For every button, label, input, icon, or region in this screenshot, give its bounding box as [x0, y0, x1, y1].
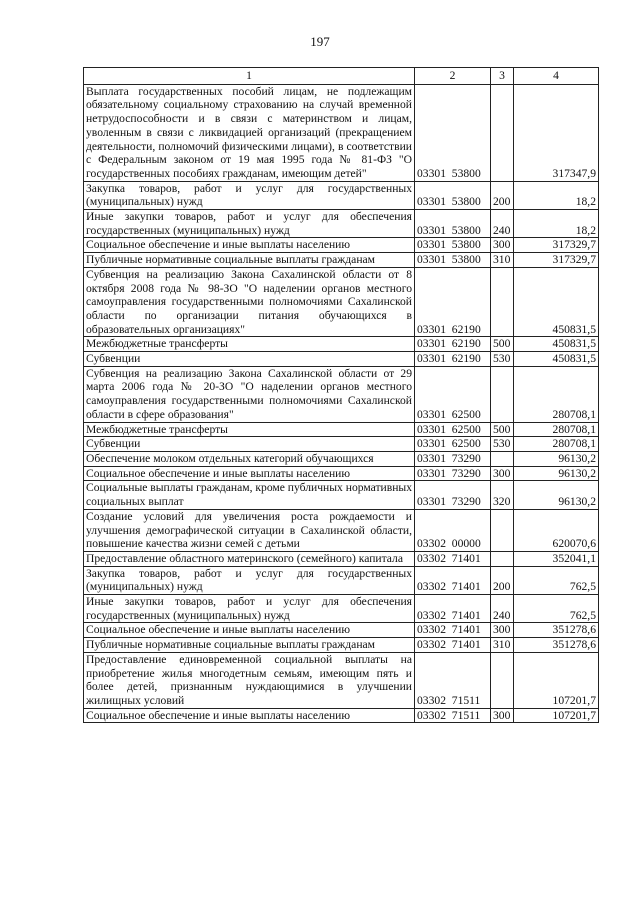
row-name-cell: Межбюджетные трансферты	[84, 422, 415, 437]
column-header-1: 1	[84, 68, 415, 85]
budget-table	[83, 67, 599, 723]
row-amount-cell: 280708,1	[514, 422, 599, 437]
row-amount-cell: 450831,5	[514, 337, 599, 352]
row-code-cell: 03302 71401	[415, 638, 491, 653]
row-amount-cell: 762,5	[514, 566, 599, 594]
row-amount-cell: 107201,7	[514, 652, 599, 708]
row-name-cell: Публичные нормативные социальные выплаты гражданам	[84, 253, 415, 268]
table-row	[84, 366, 599, 422]
header-row	[84, 68, 599, 85]
row-amount-cell: 280708,1	[514, 437, 599, 452]
row-code-cell: 03301 53800	[415, 84, 491, 181]
row-expense-type-cell: 240	[491, 595, 514, 623]
row-name-cell: Предоставление единовременной социальной выплаты на приобретение жилья многодетным семьям, имеющим пять и более детей, признанным нуждающимися в улучшении жилищных условий	[84, 652, 415, 708]
row-expense-type-cell: 530	[491, 352, 514, 367]
row-expense-type-cell	[491, 509, 514, 551]
row-name-cell: Предоставление областного материнского (семейного) капитала	[84, 551, 415, 566]
row-expense-type-cell	[491, 267, 514, 337]
table-row	[84, 352, 599, 367]
row-expense-type-cell: 530	[491, 437, 514, 452]
row-code-cell: 03301 53800	[415, 238, 491, 253]
row-name-cell: Субвенция на реализацию Закона Сахалинской области от 29 марта 2006 года № 20-ЗО "О наделении органов местного самоуправления государственными полномочиями Сахалинской области в сфере образования"	[84, 366, 415, 422]
row-code-cell: 03301 53800	[415, 253, 491, 268]
row-code-cell: 03302 71511	[415, 652, 491, 708]
row-name-cell: Закупка товаров, работ и услуг для государственных (муниципальных) нужд	[84, 566, 415, 594]
row-expense-type-cell	[491, 84, 514, 181]
table-row	[84, 210, 599, 238]
table-row	[84, 181, 599, 209]
row-name-cell: Иные закупки товаров, работ и услуг для обеспечения государственных (муниципальных) нужд	[84, 210, 415, 238]
table-row	[84, 595, 599, 623]
row-name-cell: Межбюджетные трансферты	[84, 337, 415, 352]
row-code-cell: 03302 71511	[415, 708, 491, 723]
row-expense-type-cell: 500	[491, 422, 514, 437]
table-row	[84, 638, 599, 653]
table-row	[84, 466, 599, 481]
table-header	[84, 68, 599, 85]
row-amount-cell: 351278,6	[514, 638, 599, 653]
row-amount-cell: 18,2	[514, 210, 599, 238]
row-expense-type-cell: 500	[491, 337, 514, 352]
row-amount-cell: 317347,9	[514, 84, 599, 181]
row-name-cell: Иные закупки товаров, работ и услуг для обеспечения государственных (муниципальных) нужд	[84, 595, 415, 623]
row-amount-cell: 351278,6	[514, 623, 599, 638]
table-row	[84, 652, 599, 708]
row-name-cell: Закупка товаров, работ и услуг для государственных (муниципальных) нужд	[84, 181, 415, 209]
row-name-cell: Выплата государственных пособий лицам, не подлежащим обязательному социальному страхованию на случай временной нетрудоспособности и в связи с материнством и лицам, уволенным в связи с ликвидацией организаций (прекращением деятельности, полномочий физическими лицами), в соответствии с Федеральным законом от 19 мая 1995 года № 81-ФЗ "О государственных пособиях гражданам, имеющим детей"	[84, 84, 415, 181]
row-name-cell: Социальные выплаты гражданам, кроме публичных нормативных социальных выплат	[84, 481, 415, 509]
row-amount-cell: 317329,7	[514, 253, 599, 268]
row-amount-cell: 352041,1	[514, 551, 599, 566]
row-amount-cell: 18,2	[514, 181, 599, 209]
row-code-cell: 03301 62190	[415, 337, 491, 352]
row-expense-type-cell: 310	[491, 638, 514, 653]
table-row	[84, 708, 599, 723]
table-row	[84, 337, 599, 352]
row-name-cell: Создание условий для увеличения роста рождаемости и улучшения демографической ситуации в Сахалинской области, повышение качества жизни семей с детьми	[84, 509, 415, 551]
row-amount-cell: 280708,1	[514, 366, 599, 422]
row-amount-cell: 107201,7	[514, 708, 599, 723]
page-number: 197	[310, 34, 330, 49]
table-row	[84, 84, 599, 181]
table-row	[84, 422, 599, 437]
row-code-cell: 03301 62500	[415, 366, 491, 422]
row-amount-cell: 96130,2	[514, 481, 599, 509]
row-expense-type-cell: 240	[491, 210, 514, 238]
row-expense-type-cell: 300	[491, 466, 514, 481]
row-name-cell: Социальное обеспечение и иные выплаты населению	[84, 466, 415, 481]
row-expense-type-cell	[491, 551, 514, 566]
row-name-cell: Социальное обеспечение и иные выплаты населению	[84, 708, 415, 723]
row-code-cell: 03302 00000	[415, 509, 491, 551]
row-code-cell: 03302 71401	[415, 595, 491, 623]
row-code-cell: 03301 73290	[415, 466, 491, 481]
table-row	[84, 238, 599, 253]
row-code-cell: 03301 62500	[415, 422, 491, 437]
table-row	[84, 451, 599, 466]
table-row	[84, 437, 599, 452]
row-code-cell: 03302 71401	[415, 551, 491, 566]
row-code-cell: 03301 62190	[415, 267, 491, 337]
column-header-2: 2	[415, 68, 491, 85]
table-row	[84, 253, 599, 268]
row-amount-cell: 317329,7	[514, 238, 599, 253]
row-name-cell: Социальное обеспечение и иные выплаты населению	[84, 623, 415, 638]
row-expense-type-cell: 300	[491, 623, 514, 638]
row-amount-cell: 96130,2	[514, 451, 599, 466]
row-expense-type-cell	[491, 652, 514, 708]
row-expense-type-cell	[491, 366, 514, 422]
row-name-cell: Социальное обеспечение и иные выплаты населению	[84, 238, 415, 253]
row-name-cell: Публичные нормативные социальные выплаты гражданам	[84, 638, 415, 653]
row-code-cell: 03301 73290	[415, 481, 491, 509]
row-expense-type-cell: 300	[491, 708, 514, 723]
row-amount-cell: 450831,5	[514, 267, 599, 337]
row-name-cell: Субвенции	[84, 437, 415, 452]
row-amount-cell: 762,5	[514, 595, 599, 623]
row-code-cell: 03301 62190	[415, 352, 491, 367]
row-code-cell: 03302 71401	[415, 566, 491, 594]
row-code-cell: 03301 62500	[415, 437, 491, 452]
table-row	[84, 623, 599, 638]
table-row	[84, 509, 599, 551]
row-code-cell: 03301 53800	[415, 181, 491, 209]
table-row	[84, 566, 599, 594]
row-expense-type-cell: 320	[491, 481, 514, 509]
table-row	[84, 267, 599, 337]
row-code-cell: 03301 53800	[415, 210, 491, 238]
row-amount-cell: 620070,6	[514, 509, 599, 551]
row-name-cell: Субвенция на реализацию Закона Сахалинской области от 8 октября 2008 года № 98-ЗО "О наделении органов местного самоуправления государственными полномочиями Сахалинской области по организации питания обучающихся в образовательных организациях"	[84, 267, 415, 337]
table-body	[84, 84, 599, 723]
row-name-cell: Обеспечение молоком отдельных категорий обучающихся	[84, 451, 415, 466]
row-expense-type-cell: 200	[491, 566, 514, 594]
table-row	[84, 551, 599, 566]
row-expense-type-cell: 300	[491, 238, 514, 253]
row-amount-cell: 96130,2	[514, 466, 599, 481]
row-expense-type-cell	[491, 451, 514, 466]
table-row	[84, 481, 599, 509]
row-code-cell: 03301 73290	[415, 451, 491, 466]
row-name-cell: Субвенции	[84, 352, 415, 367]
row-code-cell: 03302 71401	[415, 623, 491, 638]
row-expense-type-cell: 200	[491, 181, 514, 209]
column-header-3: 3	[491, 68, 514, 85]
row-amount-cell: 450831,5	[514, 352, 599, 367]
row-expense-type-cell: 310	[491, 253, 514, 268]
column-header-4: 4	[514, 68, 599, 85]
